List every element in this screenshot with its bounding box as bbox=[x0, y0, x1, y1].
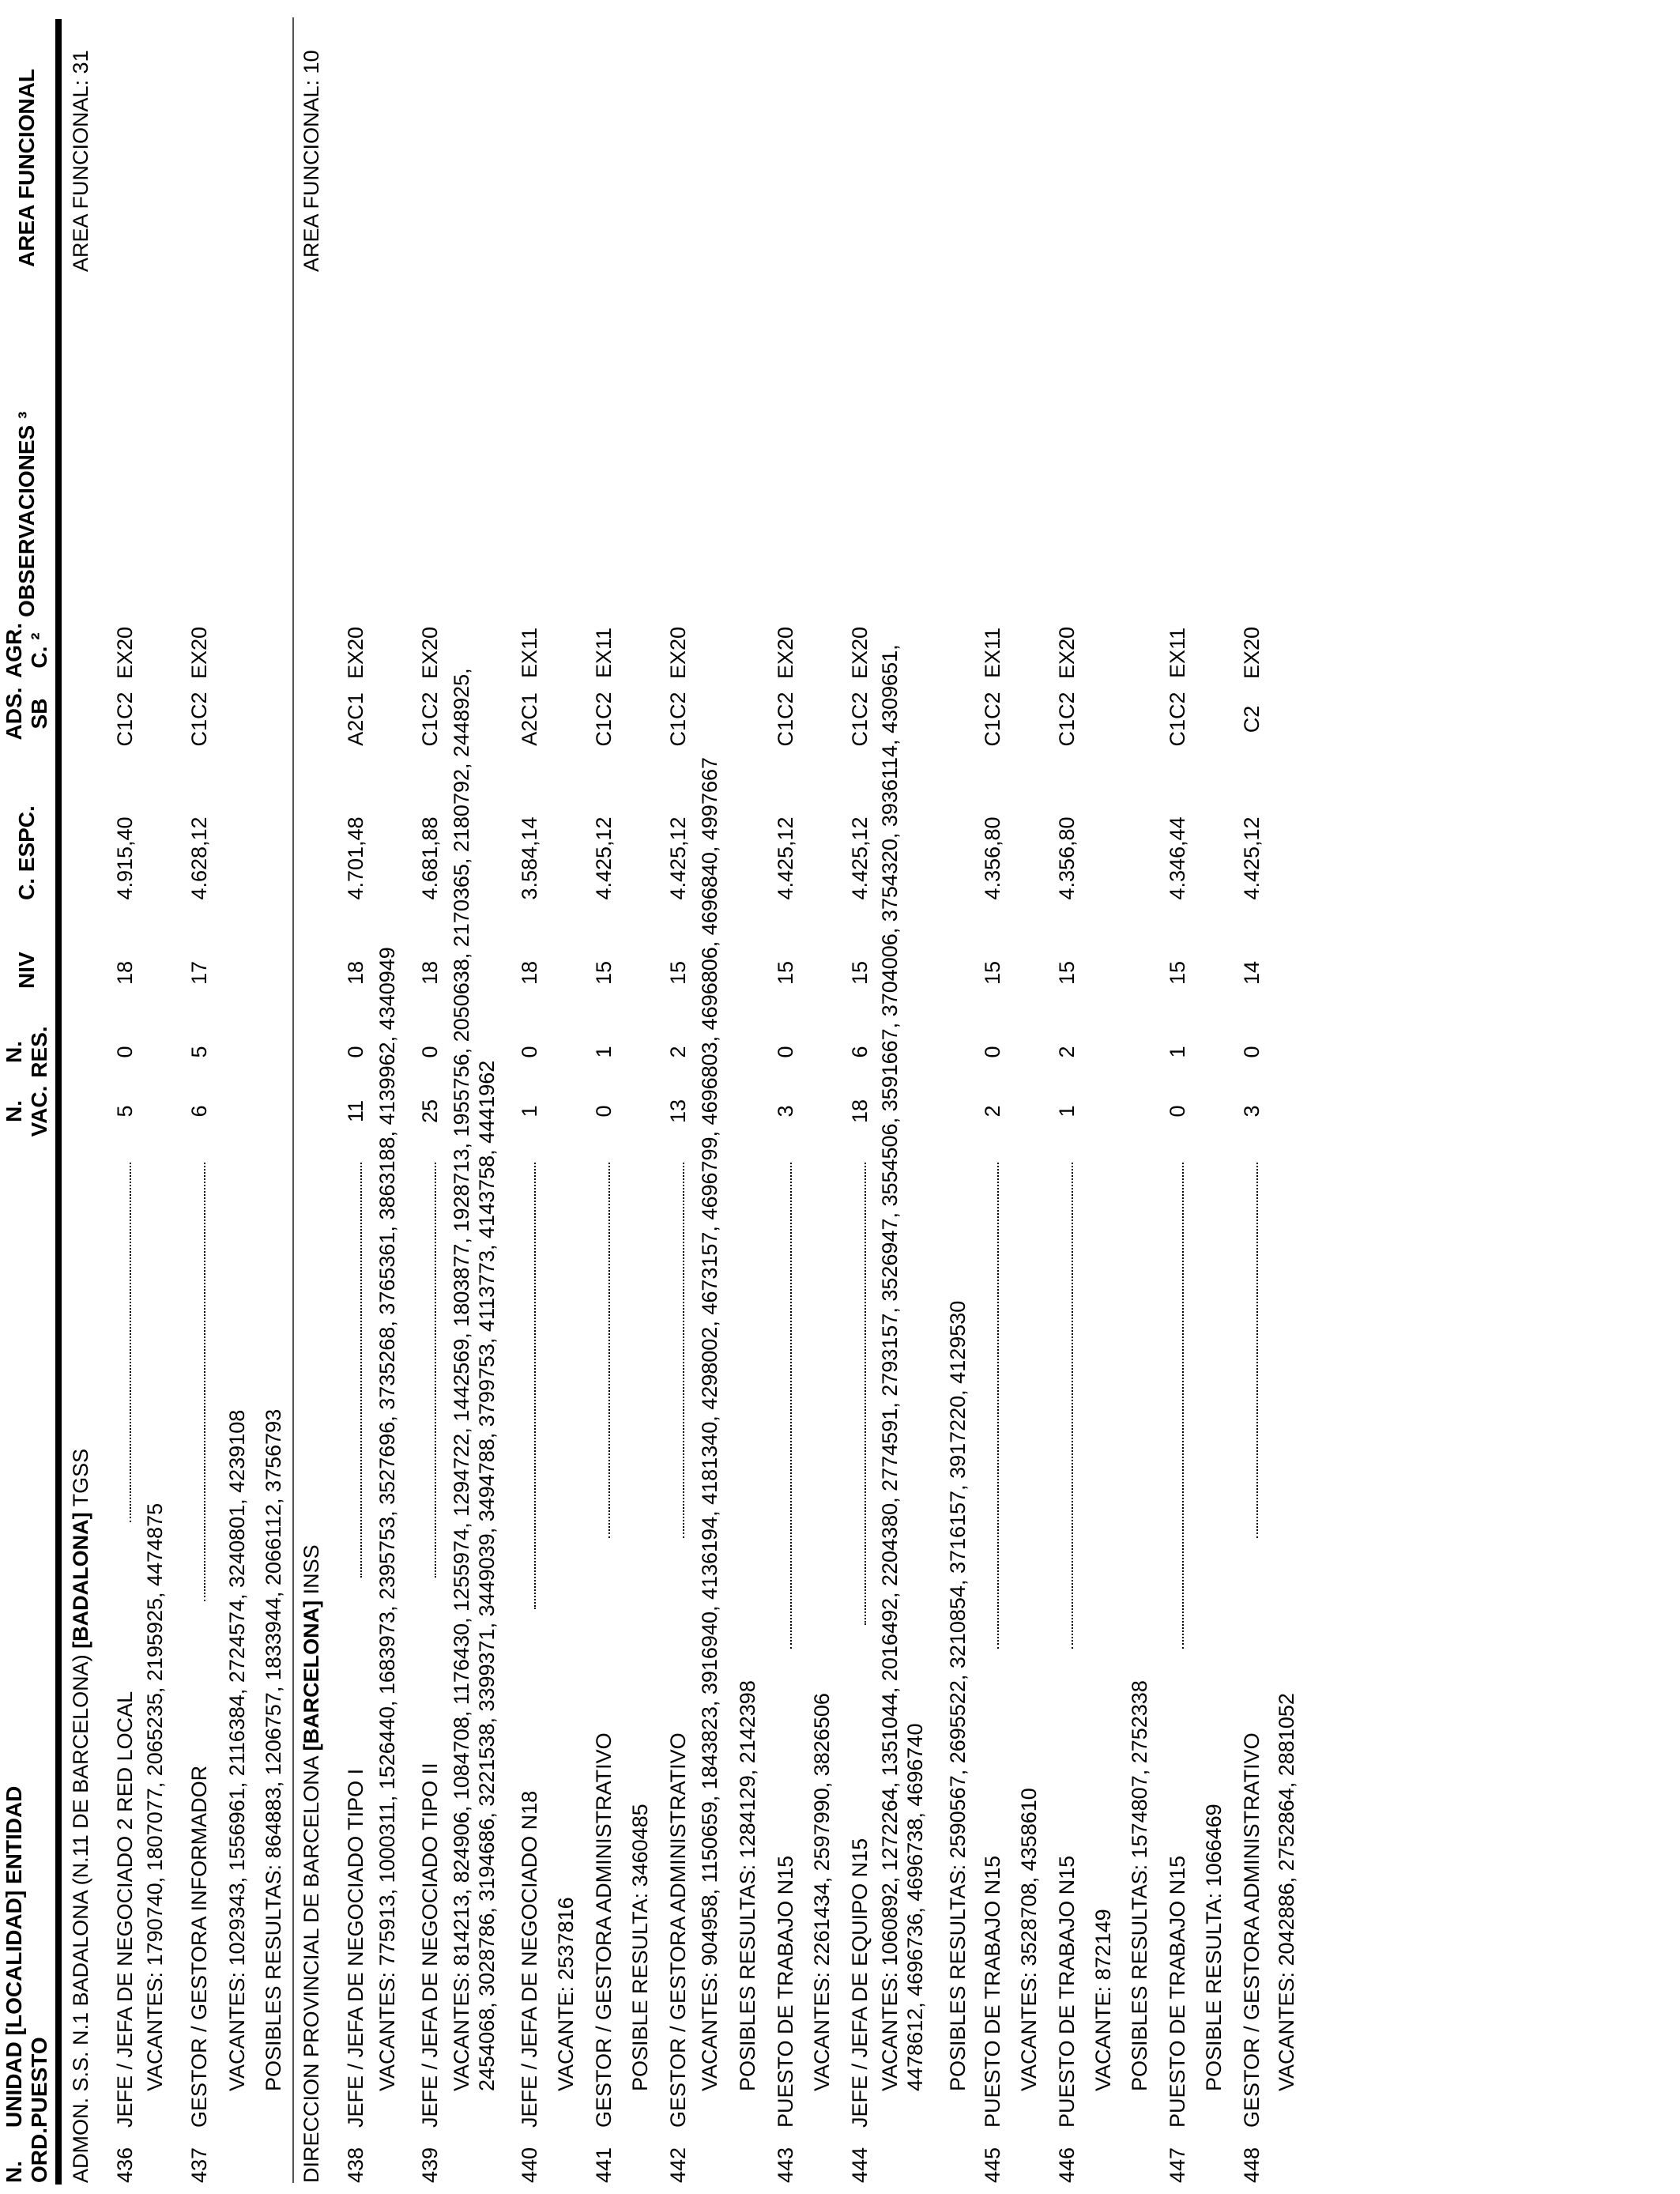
row-446-res: 2 bbox=[1055, 1046, 1079, 1058]
row-441-posible: POSIBLE RESULTA: 3460485 bbox=[628, 1804, 652, 2091]
row-439-niv: 18 bbox=[418, 960, 442, 986]
row-438-ord: 438 bbox=[344, 2147, 367, 2183]
header-ads-sb bbox=[2, 686, 52, 741]
row-442-posibles: POSIBLES RESULTAS: 1284129, 2142398 bbox=[736, 1680, 759, 2091]
section-title-location: [BADALONA] bbox=[69, 1512, 92, 1649]
row-437-niv: 17 bbox=[187, 960, 211, 986]
row-438-ads: A2C1 bbox=[344, 692, 367, 746]
row-444-vacantes: VACANTES: 1060892, 1272264, 1351044, 2016492, 2204380, 2774591, 2793157, 3526947, 3554506, 3591667, 3704006, 3754320, 3936114, 4309651, 4478612, 4696736, 4696738, 4696740 bbox=[878, 644, 927, 2091]
row-446-ads: C1C2 bbox=[1055, 692, 1079, 747]
row-446-vacante: VACANTE: 872149 bbox=[1091, 1909, 1115, 2091]
row-437-vac: 6 bbox=[187, 1105, 211, 1118]
row-438-res: 0 bbox=[344, 1046, 367, 1058]
row-442-res: 2 bbox=[666, 1046, 690, 1058]
row-445-vacantes: VACANTES: 3528708, 4358610 bbox=[1017, 1788, 1041, 2091]
row-438-cesp: 4.701,48 bbox=[344, 816, 367, 900]
row-446-ord: 446 bbox=[1055, 2147, 1079, 2183]
row-439-ads: C1C2 bbox=[418, 692, 442, 747]
row-446-cesp: 4.356,80 bbox=[1055, 816, 1079, 900]
row-440-vacante: VACANTE: 2537816 bbox=[554, 1897, 578, 2091]
row-436-vac: 5 bbox=[113, 1105, 137, 1118]
row-436-agr: EX20 bbox=[113, 626, 137, 680]
row-436-res: 0 bbox=[113, 1046, 137, 1058]
row-leader-dots bbox=[130, 1163, 131, 1522]
row-leader-dots bbox=[608, 1163, 610, 1538]
row-443-ord: 443 bbox=[774, 2147, 797, 2183]
header-n-vac-line1: N. bbox=[2, 1100, 26, 1122]
row-442-ord: 442 bbox=[666, 2147, 690, 2183]
row-leader-dots bbox=[864, 1163, 866, 1625]
row-leader-dots bbox=[683, 1163, 684, 1538]
row-446-puesto: PUESTO DE TRABAJO N15 bbox=[1055, 1855, 1079, 2128]
row-440-agr: EX11 bbox=[518, 627, 541, 679]
row-436-cesp: 4.915,40 bbox=[113, 816, 137, 900]
row-438-puesto: JEFE / JEFA DE NEGOCIADO TIPO I bbox=[344, 1768, 367, 2128]
row-444-niv: 15 bbox=[848, 960, 872, 986]
row-436-puesto: JEFE / JEFA DE NEGOCIADO 2 RED LOCAL bbox=[113, 1691, 137, 2128]
row-448-niv: 14 bbox=[1240, 960, 1264, 986]
row-447-niv: 15 bbox=[1166, 960, 1189, 986]
header-agr-c bbox=[2, 623, 52, 678]
header-observaciones: OBSERVACIONES ³ bbox=[14, 411, 39, 617]
header-c-espc: C. ESPC. bbox=[14, 805, 39, 900]
row-447-cesp: 4.346,44 bbox=[1166, 816, 1189, 900]
section-title-text: ADMON. S.S. N.1 BADALONA (N.11 DE BARCELONA) bbox=[69, 1648, 92, 2183]
row-439-ord: 439 bbox=[418, 2147, 442, 2183]
row-436-ads: C1C2 bbox=[113, 692, 137, 747]
row-leader-dots bbox=[997, 1163, 999, 1649]
row-445-vac: 2 bbox=[981, 1105, 1004, 1118]
row-leader-dots bbox=[1072, 1163, 1073, 1649]
row-443-vac: 3 bbox=[774, 1105, 797, 1118]
row-440-res: 0 bbox=[518, 1046, 541, 1058]
row-440-vac: 1 bbox=[518, 1105, 541, 1118]
header-n-ord bbox=[2, 2128, 52, 2183]
header-n-res-line1: N. bbox=[2, 1041, 26, 1063]
row-437-puesto: GESTOR / GESTORA INFORMADOR bbox=[187, 1765, 211, 2128]
row-441-vac: 0 bbox=[592, 1105, 616, 1118]
row-447-agr: EX11 bbox=[1166, 627, 1189, 679]
row-438-vac: 11 bbox=[344, 1099, 367, 1123]
row-444-ads: C1C2 bbox=[848, 692, 872, 747]
row-447-ads: C1C2 bbox=[1166, 692, 1189, 747]
header-n-ord-line2: ORD. bbox=[27, 2128, 51, 2183]
section-title-entity: INSS bbox=[299, 1544, 323, 1600]
row-441-ads: C1C2 bbox=[592, 692, 616, 747]
row-leader-dots bbox=[1182, 1163, 1184, 1649]
row-441-ord: 441 bbox=[592, 2147, 616, 2183]
header-n-ord-line1: N. bbox=[2, 2161, 26, 2183]
row-441-agr: EX11 bbox=[592, 627, 616, 679]
row-441-res: 1 bbox=[592, 1046, 616, 1058]
row-446-agr: EX20 bbox=[1055, 626, 1079, 680]
row-444-agr: EX20 bbox=[848, 626, 872, 680]
row-448-ord: 448 bbox=[1240, 2147, 1264, 2183]
row-445-res: 0 bbox=[981, 1046, 1004, 1058]
row-437-cesp: 4.628,12 bbox=[187, 816, 211, 900]
row-442-vac: 13 bbox=[666, 1099, 690, 1124]
row-leader-dots bbox=[1256, 1163, 1258, 1538]
row-444-cesp: 4.425,12 bbox=[848, 816, 872, 900]
row-437-vacantes: VACANTES: 1029343, 1556961, 2116384, 2724574, 3240801, 4239108 bbox=[225, 1409, 249, 2091]
row-448-res: 0 bbox=[1240, 1046, 1264, 1058]
row-444-puesto: JEFE / JEFA DE EQUIPO N15 bbox=[848, 1838, 872, 2128]
section-title-location: [BARCELONA] bbox=[299, 1600, 323, 1751]
row-442-cesp: 4.425,12 bbox=[666, 816, 690, 900]
header-n-res-line2: RES. bbox=[27, 1026, 51, 1078]
row-447-res: 1 bbox=[1166, 1046, 1189, 1058]
row-440-niv: 18 bbox=[518, 960, 541, 986]
row-440-ord: 440 bbox=[518, 2147, 541, 2183]
row-438-agr: EX20 bbox=[344, 626, 367, 680]
row-446-posibles: POSIBLES RESULTAS: 1574807, 2752338 bbox=[1128, 1680, 1151, 2091]
header-agr-c-line1: AGR. bbox=[2, 623, 26, 678]
row-445-puesto: PUESTO DE TRABAJO N15 bbox=[981, 1855, 1004, 2128]
row-440-puesto: JEFE / JEFA DE NEGOCIADO N18 bbox=[518, 1790, 541, 2128]
header-n-vac bbox=[2, 1084, 52, 1139]
header-rule bbox=[55, 19, 62, 2185]
row-441-cesp: 4.425,12 bbox=[592, 816, 616, 900]
row-448-ads: C2 bbox=[1240, 705, 1264, 733]
row-437-ads: C1C2 bbox=[187, 692, 211, 747]
row-438-niv: 18 bbox=[344, 960, 367, 986]
row-443-agr: EX20 bbox=[774, 626, 797, 680]
row-442-agr: EX20 bbox=[666, 626, 690, 680]
section-area-10: AREA FUNCIONAL: 10 bbox=[299, 50, 323, 272]
row-442-niv: 15 bbox=[666, 960, 690, 986]
row-440-ads: A2C1 bbox=[518, 692, 541, 746]
row-447-vac: 0 bbox=[1166, 1105, 1189, 1118]
row-441-niv: 15 bbox=[592, 960, 616, 986]
row-447-puesto: PUESTO DE TRABAJO N15 bbox=[1166, 1855, 1189, 2128]
row-444-res: 6 bbox=[848, 1046, 872, 1058]
row-448-cesp: 4.425,12 bbox=[1240, 816, 1264, 900]
row-439-vacantes: VACANTES: 814213, 824906, 1084708, 1176430, 1255974, 1294722, 1442569, 1803877, 1928713, 1955756, 2050638, 2170365, 2180792, 2448925, 2454068, 3028786, 3194686, 3221538, 3399371, 3449039, 3494788, 3799753, 4113773, 4143758, 4441962 bbox=[450, 668, 499, 2091]
row-448-vacantes: VACANTES: 2042886, 2752864, 2881052 bbox=[1275, 1693, 1298, 2091]
header-area-funcional: AREA FUNCIONAL bbox=[14, 69, 39, 267]
row-439-cesp: 4.681,88 bbox=[418, 816, 442, 900]
section-title-barcelona bbox=[299, 1544, 324, 2183]
row-443-res: 0 bbox=[774, 1046, 797, 1058]
row-444-vac: 18 bbox=[848, 1099, 872, 1124]
header-unidad bbox=[2, 1786, 52, 2128]
row-leader-dots bbox=[435, 1163, 436, 1578]
header-niv: NIV bbox=[14, 952, 39, 989]
row-437-posibles: POSIBLES RESULTAS: 864883, 1206757, 1833944, 2066112, 3756793 bbox=[262, 1408, 285, 2091]
row-440-cesp: 3.584,14 bbox=[518, 816, 541, 900]
row-437-ord: 437 bbox=[187, 2147, 211, 2183]
header-agr-c-line2: C. ² bbox=[27, 632, 51, 669]
row-447-ord: 447 bbox=[1166, 2147, 1189, 2183]
row-445-ord: 445 bbox=[981, 2147, 1004, 2183]
header-unidad-line1: UNIDAD [LOCALIDAD] ENTIDAD bbox=[2, 1785, 26, 2128]
row-443-ads: C1C2 bbox=[774, 692, 797, 747]
section-divider bbox=[292, 17, 294, 2183]
row-448-vac: 3 bbox=[1240, 1105, 1264, 1118]
row-445-agr: EX11 bbox=[981, 627, 1004, 679]
row-439-puesto: JEFE / JEFA DE NEGOCIADO TIPO II bbox=[418, 1762, 442, 2128]
header-unidad-line2: PUESTO bbox=[27, 2037, 51, 2128]
row-441-puesto: GESTOR / GESTORA ADMINISTRATIVO bbox=[592, 1732, 616, 2128]
row-leader-dots bbox=[790, 1163, 792, 1649]
section-title-badalona bbox=[68, 1449, 93, 2183]
row-442-puesto: GESTOR / GESTORA ADMINISTRATIVO bbox=[666, 1732, 690, 2128]
row-439-agr: EX20 bbox=[418, 626, 442, 680]
header-ads-sb-line2: SB bbox=[27, 698, 51, 729]
row-439-res: 0 bbox=[418, 1046, 442, 1058]
row-443-vacantes: VACANTES: 2261434, 2597990, 3826506 bbox=[810, 1693, 834, 2091]
header-ads-sb-line1: ADS. bbox=[2, 687, 26, 741]
row-438-vacantes: VACANTES: 775913, 1000311, 1526440, 1683973, 2395753, 3527696, 3735268, 3765361, 3863188, 4139962, 4340949 bbox=[375, 947, 399, 2091]
row-443-cesp: 4.425,12 bbox=[774, 816, 797, 900]
row-437-agr: EX20 bbox=[187, 626, 211, 680]
row-447-posible: POSIBLE RESULTA: 1066469 bbox=[1202, 1804, 1226, 2091]
row-leader-dots bbox=[360, 1163, 362, 1578]
row-443-niv: 15 bbox=[774, 960, 797, 986]
row-436-ord: 436 bbox=[113, 2147, 137, 2183]
row-leader-dots bbox=[534, 1163, 536, 1609]
row-439-vac: 25 bbox=[418, 1099, 442, 1124]
row-437-res: 5 bbox=[187, 1046, 211, 1058]
row-445-niv: 15 bbox=[981, 960, 1004, 986]
row-436-niv: 18 bbox=[113, 960, 137, 986]
row-436-vacantes: VACANTES: 1790740, 1807077, 2065235, 2195925, 4474875 bbox=[143, 1502, 167, 2091]
section-title-entity: TGSS bbox=[69, 1448, 92, 1513]
row-446-niv: 15 bbox=[1055, 960, 1079, 986]
section-area-31: AREA FUNCIONAL: 31 bbox=[69, 50, 92, 272]
header-n-res bbox=[2, 1024, 52, 1080]
row-442-ads: C1C2 bbox=[666, 692, 690, 747]
row-446-vac: 1 bbox=[1055, 1105, 1079, 1118]
header-n-vac-line2: VAC. bbox=[27, 1085, 51, 1137]
row-442-vacantes: VACANTES: 904958, 1150659, 1843823, 3916940, 4136194, 4181340, 4298002, 4673157, 4696799, 4696803, 4696806, 4696840, 4997667 bbox=[698, 756, 721, 2091]
row-448-agr: EX20 bbox=[1240, 626, 1264, 680]
row-448-puesto: GESTOR / GESTORA ADMINISTRATIVO bbox=[1240, 1732, 1264, 2128]
row-445-ads: C1C2 bbox=[981, 692, 1004, 747]
row-444-posibles: POSIBLES RESULTAS: 2590567, 2695522, 3210854, 3716157, 3917220, 4129530 bbox=[946, 1300, 970, 2091]
section-title-text: DIRECCION PROVINCIAL DE BARCELONA bbox=[299, 1751, 323, 2183]
row-leader-dots bbox=[204, 1163, 205, 1601]
row-444-ord: 444 bbox=[848, 2147, 872, 2183]
row-445-cesp: 4.356,80 bbox=[981, 816, 1004, 900]
row-443-puesto: PUESTO DE TRABAJO N15 bbox=[774, 1855, 797, 2128]
